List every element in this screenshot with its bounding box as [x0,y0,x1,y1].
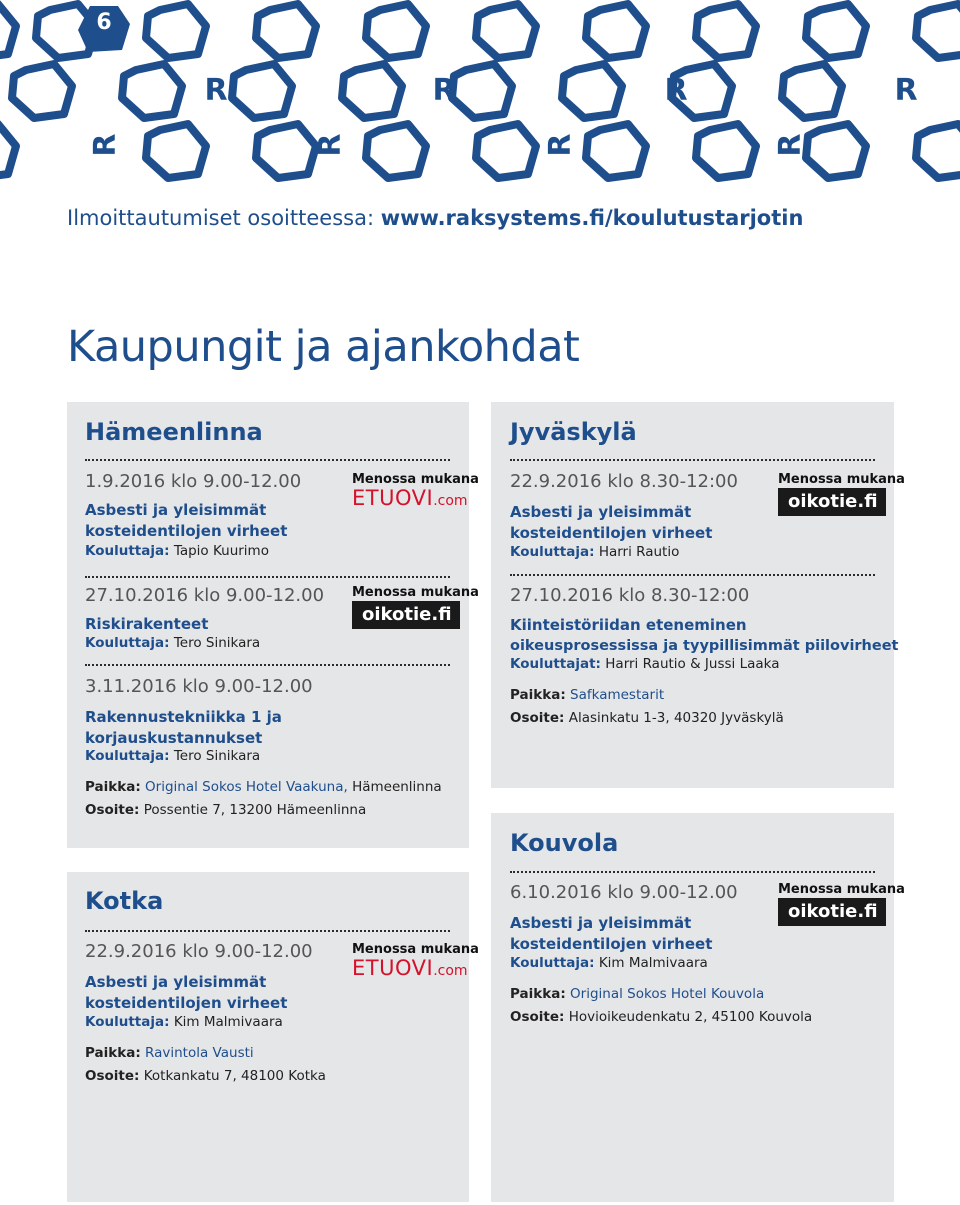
trainer-label: Kouluttaja: [85,635,170,651]
place-label: Paikka: [510,986,566,1002]
divider [85,459,450,461]
course-title: Kiinteistöriidan eteneminen [510,616,747,634]
etuovi-logo-suffix: .com [433,963,468,979]
place-line [510,687,664,703]
session-date: 1.9.2016 klo 9.00-12.00 [85,471,302,492]
place-name: Ravintola Vausti [145,1045,254,1061]
pattern-letter: R [894,73,918,108]
pattern-letter: R [432,73,456,108]
place-name: Safkamestarit [570,687,665,703]
oikotie-logo: oikotie.fi [352,601,460,629]
address-label: Osoite: [85,1068,140,1084]
etuovi-logo-text: ETUOVI [352,956,434,980]
course-title: kosteidentilojen virheet [510,935,713,953]
page-number: 6 [96,10,112,35]
oikotie-logo: oikotie.fi [778,488,886,516]
etuovi-logo [352,486,468,510]
course-title: oikeusprosessissa ja tyypillisimmät piilovirheet [510,638,899,654]
sponsor-label: Menossa mukana [352,942,479,957]
sponsor-label: Menossa mukana [352,585,479,600]
address-label: Osoite: [510,710,565,726]
city-title: Kouvola [510,829,619,857]
sponsor-label: Menossa mukana [778,472,905,487]
trainer-name: Tero Sinikara [173,748,261,764]
trainer-name: Kim Malmivaara [598,955,708,971]
divider [510,871,875,873]
trainer-label: Kouluttaja: [85,543,170,559]
address-label: Osoite: [510,1009,565,1025]
session-date: 22.9.2016 klo 8.30-12:00 [510,471,738,492]
address-line [85,802,366,818]
trainer-name: Kim Malmivaara [173,1014,283,1030]
trainer-line [510,955,708,971]
trainer-label: Kouluttajat: [510,656,601,672]
address-label: Osoite: [85,802,140,818]
divider [85,664,450,666]
place-line [85,1045,254,1061]
trainer-label: Kouluttaja: [510,955,595,971]
trainer-label: Kouluttaja: [85,748,170,764]
place-name: Original Sokos Hotel Vaakuna, [145,779,348,795]
session-date: 3.11.2016 klo 9.00-12.00 [85,676,313,697]
etuovi-logo [352,956,468,980]
address-value: Kotkankatu 7, 48100 Kotka [143,1068,326,1084]
divider [85,576,450,578]
divider [510,574,875,576]
course-title: kosteidentilojen virheet [85,522,288,540]
course-title: Asbesti ja yleisimmät [85,501,267,519]
session-date: 22.9.2016 klo 9.00-12.00 [85,941,313,962]
etuovi-logo-suffix: .com [433,493,468,509]
place-label: Paikka: [510,687,566,703]
trainer-line [85,748,260,764]
registration-line [67,206,803,230]
place-label: Paikka: [85,779,141,795]
course-title: kosteidentilojen virheet [510,524,713,542]
address-value: Hovioikeudenkatu 2, 45100 Kouvola [568,1009,813,1025]
place-line [85,779,442,795]
pattern-letter: R [88,133,123,157]
trainer-line [85,635,260,651]
address-line [510,1009,812,1025]
trainer-name: Harri Rautio [598,544,680,560]
session-date: 6.10.2016 klo 9.00-12.00 [510,882,738,903]
pattern-letter: R [773,133,808,157]
trainer-line [510,656,780,672]
registration-link[interactable]: www.raksystems.fi/koulutustarjotin [380,206,804,230]
trainer-label: Kouluttaja: [85,1014,170,1030]
course-title: korjauskustannukset [85,729,263,747]
pattern-letter: R [204,73,228,108]
city-title: Jyväskylä [510,418,637,446]
pattern-letter: R [543,133,578,157]
session-date: 27.10.2016 klo 8.30-12:00 [510,585,750,606]
course-title: Asbesti ja yleisimmät [85,973,267,991]
panel-kotka [67,872,469,1202]
course-title: Asbesti ja yleisimmät [510,914,692,932]
divider [85,930,450,932]
trainer-name: Harri Rautio & Jussi Laaka [605,656,780,672]
page-title: Kaupungit ja ajankohdat [67,322,580,372]
divider [510,459,875,461]
pattern-letter: R [313,133,348,157]
city-title: Hämeenlinna [85,418,263,446]
place-label: Paikka: [85,1045,141,1061]
address-line [85,1068,326,1084]
trainer-name: Tapio Kuurimo [173,543,269,559]
registration-label: Ilmoittautumiset osoitteessa: [67,206,375,230]
course-title: Rakennustekniikka 1 ja [85,708,282,726]
course-title: Asbesti ja yleisimmät [510,503,692,521]
trainer-line [85,1014,283,1030]
session-date: 27.10.2016 klo 9.00-12.00 [85,585,325,606]
address-value: Alasinkatu 1-3, 40320 Jyväskylä [568,710,784,726]
header-pattern [0,0,960,185]
course-title: Riskirakenteet [85,615,209,633]
address-line [510,710,784,726]
city-title: Kotka [85,887,164,915]
sponsor-label: Menossa mukana [778,882,905,897]
trainer-name: Tero Sinikara [173,635,261,651]
oikotie-logo: oikotie.fi [778,898,886,926]
trainer-label: Kouluttaja: [510,544,595,560]
etuovi-logo-text: ETUOVI [352,486,434,510]
place-city: Hämeenlinna [352,779,442,795]
place-line [510,986,764,1002]
course-title: kosteidentilojen virheet [85,994,288,1012]
trainer-line [510,544,679,560]
address-value: Possentie 7, 13200 Hämeenlinna [143,802,367,818]
pattern-letter: R [664,73,688,108]
place-name: Original Sokos Hotel Kouvola [570,986,765,1002]
sponsor-label: Menossa mukana [352,472,479,487]
trainer-line [85,543,269,559]
